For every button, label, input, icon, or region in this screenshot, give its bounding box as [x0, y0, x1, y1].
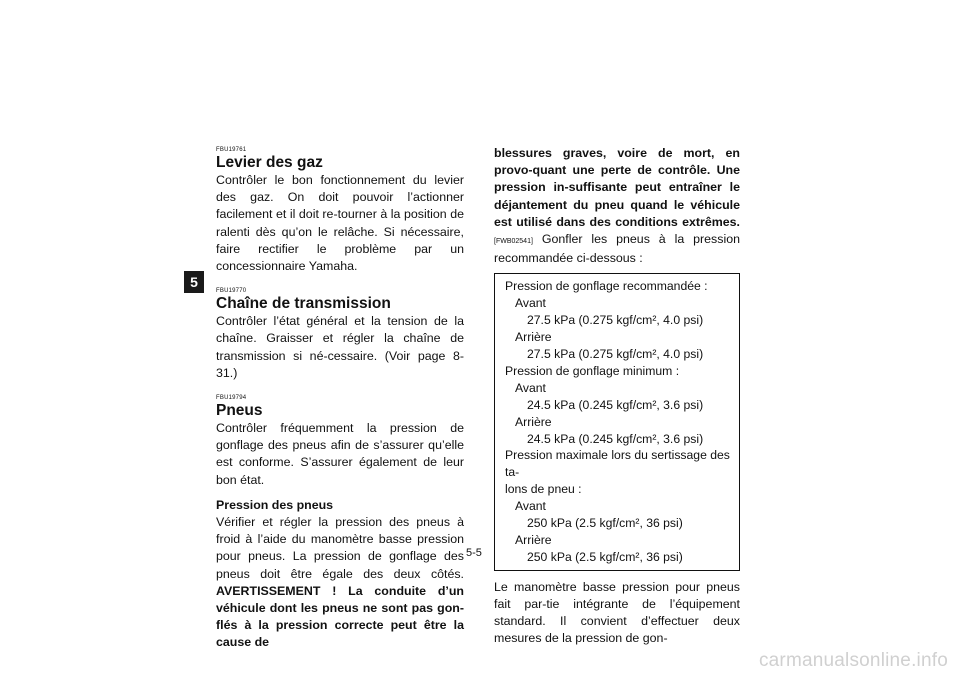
recommended-front-value: 27.5 kPa (0.275 kgf/cm², 4.0 psi)	[527, 313, 704, 328]
chapter-tab: 5	[184, 271, 204, 293]
max-label-line2: lons de pneu :	[505, 482, 582, 497]
minimum-front-label: Avant	[515, 380, 546, 395]
max-rear-value: 250 kPa (2.5 kgf/cm², 36 psi)	[527, 549, 683, 564]
subsection-text: Vérifier et régler la pression des pneus à froid à l’aide du manomètre basse pression pour pneus. La pression de gonflage des pneus doit être égale des deux côtés.	[216, 515, 464, 581]
recommended-label: Pression de gonflage recommandée :	[505, 279, 708, 294]
section-title-chain: Chaîne de transmission	[216, 295, 391, 313]
recommended-front-label: Avant	[515, 296, 546, 311]
warning-text: AVERTISSEMENT ! La conduite d’un véhicule dont les pneus ne sont pas gon-flés à la pression correcte peut être la cause de	[216, 583, 464, 650]
warning-code: [FWB02541]	[494, 238, 533, 246]
section-code: FBU19761	[216, 147, 247, 153]
max-rear-label: Arrière	[515, 533, 552, 548]
subsection-title: Pression des pneus	[216, 497, 334, 512]
minimum-label: Pression de gonflage minimum :	[505, 363, 680, 378]
minimum-rear-label: Arrière	[515, 414, 552, 429]
section-code: FBU19794	[216, 395, 247, 402]
minimum-rear-value: 24.5 kPa (0.245 kgf/cm², 3.6 psi)	[527, 431, 704, 446]
inflate-instruction: Gonfler les pneus à la pression recommandée ci-dessous :	[494, 232, 740, 266]
closing-paragraph: Le manomètre basse pression pour pneus fait par-tie intégrante de l’équipement standard. Il convient d’effectuer deux mesures de la pression de gon-	[494, 579, 740, 646]
left-column	[216, 146, 464, 652]
section-body-throttle: Contrôler le bon fonctionnement du levier des gaz. On doit pouvoir l’actionner facilement et il doit re-tourner à la position de ralenti dès qu’on le relâche. Si nécessaire, faire rectifier le problème par un concessionnaire Yamaha.	[216, 173, 464, 274]
section-title-throttle: Levier des gaz	[216, 154, 323, 171]
warning-text-cont: blessures graves, voire de mort, en provo-quant une perte de contrôle. Une pression in-suffisante peut entraîner le déjantement du pneu quand le véhicule est utilisé dans des conditions extrêmes.	[494, 146, 740, 229]
watermark: carmanualsonline.info	[758, 650, 948, 671]
max-label-line1: Pression maximale lors du sertissage des ta-	[505, 448, 730, 480]
page-number: 5-5	[466, 547, 482, 559]
section-title-tires: Pneus	[216, 402, 263, 420]
warning-continued	[494, 145, 740, 267]
right-column	[494, 145, 740, 648]
recommended-rear-label: Arrière	[515, 330, 552, 345]
recommended-rear-value: 27.5 kPa (0.275 kgf/cm², 4.0 psi)	[527, 347, 704, 362]
max-front-label: Avant	[515, 499, 546, 514]
subsection-body	[216, 514, 464, 652]
section-body-tires: Contrôler fréquemment la pression de gonflage des pneus afin de s’assurer qu’elle est conforme. S’assurer également de leur bon état.	[216, 421, 464, 487]
max-front-value: 250 kPa (2.5 kgf/cm², 36 psi)	[527, 516, 683, 531]
minimum-front-value: 24.5 kPa (0.245 kgf/cm², 3.6 psi)	[527, 397, 704, 412]
section-code: FBU19770	[216, 288, 247, 295]
pressure-spec-box	[494, 273, 740, 570]
section-body-chain: Contrôler l’état général et la tension de la chaîne. Graisser et régler la chaîne de transmission si né-cessaire. (Voir page 8-31.)	[216, 314, 464, 380]
